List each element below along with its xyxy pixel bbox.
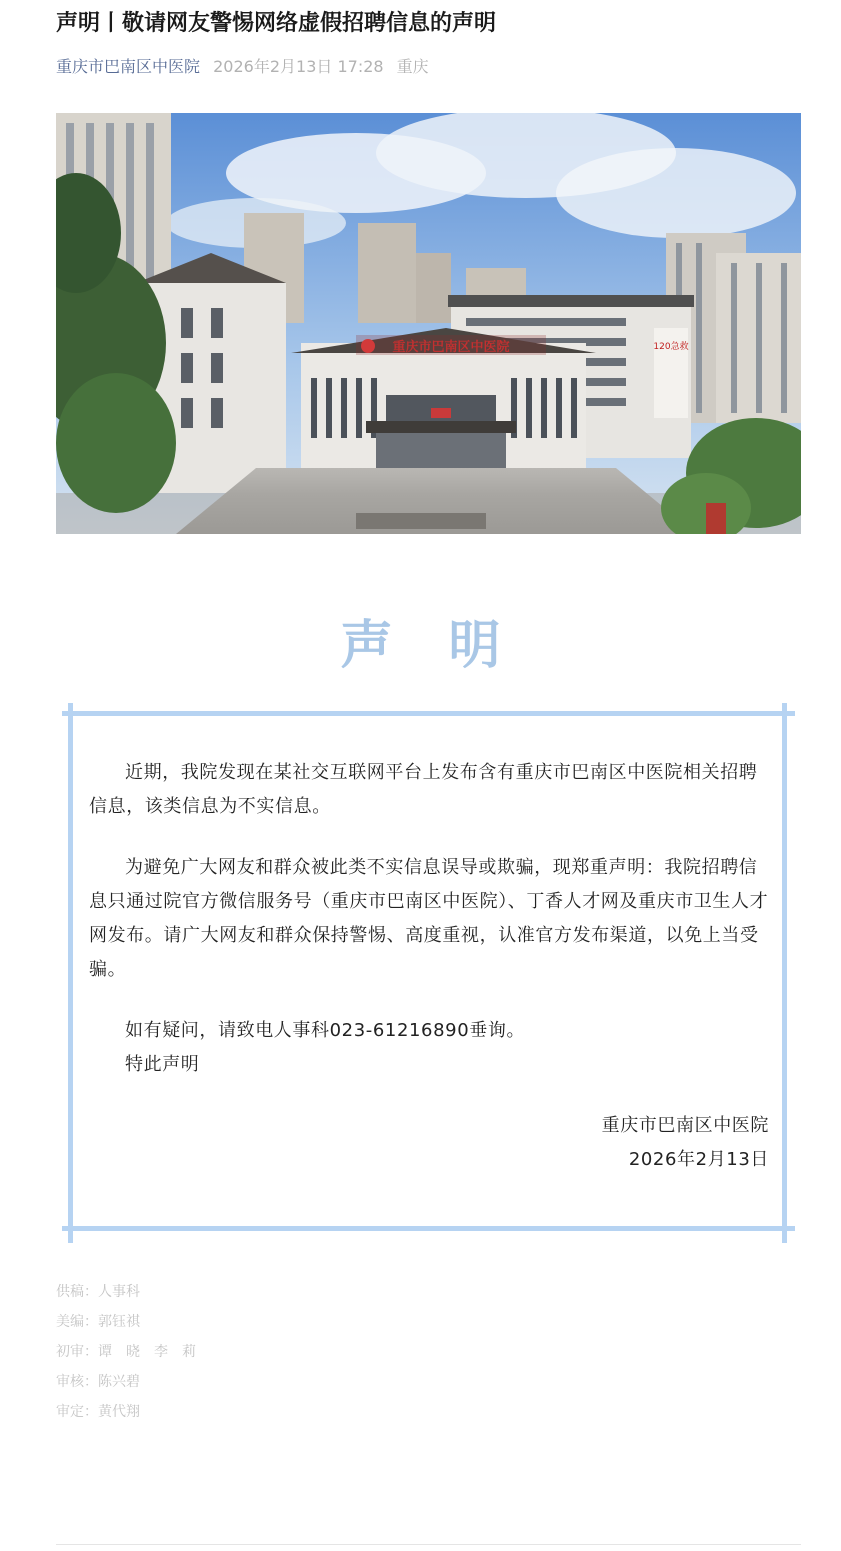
credit-row [56,1337,196,1367]
credit-label: 审核： [56,1374,98,1390]
article-title: 声明丨敬请网友警惕网络虚假招聘信息的声明 [56,11,497,36]
credit-value: 人事科 [98,1284,140,1300]
frame-top-border [62,711,795,716]
credit-value: 谭 晓 李 莉 [98,1344,196,1360]
hospital-rooftop-sign: 重庆市巴南区中医院 [392,340,510,355]
credit-value: 郭钰祺 [98,1314,140,1330]
editor-credits [56,1277,196,1427]
publish-location: 重庆 [396,57,429,76]
notice-signature: 重庆市巴南区中医院 [601,1115,769,1136]
frame-bottom-border [62,1226,795,1231]
publish-date: 2026年2月13日 17:28 [213,57,384,76]
credit-value: 黄代翔 [98,1404,140,1420]
bottom-divider [56,1544,801,1545]
credit-value: 陈兴碧 [98,1374,140,1390]
emergency-sign: 120急救 [653,342,689,352]
credit-label: 供稿： [56,1284,98,1300]
credit-label: 初审： [56,1344,98,1360]
credit-row [56,1277,196,1307]
credit-row [56,1367,196,1397]
credit-label: 美编： [56,1314,98,1330]
credit-label: 审定： [56,1404,98,1420]
credit-row [56,1307,196,1337]
notice-closing: 特此声明 [125,1054,200,1075]
frame-right-border [782,703,787,1243]
frame-left-border [68,703,73,1243]
notice-paragraph: 如有疑问，请致电人事科023-61216890垂询。 [125,1020,526,1041]
notice-paragraph: 为避免广大网友和群众被此类不实信息误导或欺骗，现郑重声明：我院招聘信息只通过院官方微信服务号（重庆市巴南区中医院）、丁香人才网及重庆市卫生人才网发布。请广大网友和群众保持警惕、高度重视，认准官方发布渠道，以免上当受骗。 [89,857,769,980]
account-name-link[interactable]: 重庆市巴南区中医院 [56,57,201,76]
notice-heading: 声明 [340,616,557,676]
notice-body [89,756,769,1177]
hospital-photo [56,113,801,534]
notice-paragraph: 近期，我院发现在某社交互联网平台上发布含有重庆市巴南区中医院相关招聘信息，该类信息为不实信息。 [89,762,758,817]
credit-row [56,1397,196,1427]
article-meta [56,56,429,78]
notice-signature-date: 2026年2月13日 [628,1149,769,1170]
